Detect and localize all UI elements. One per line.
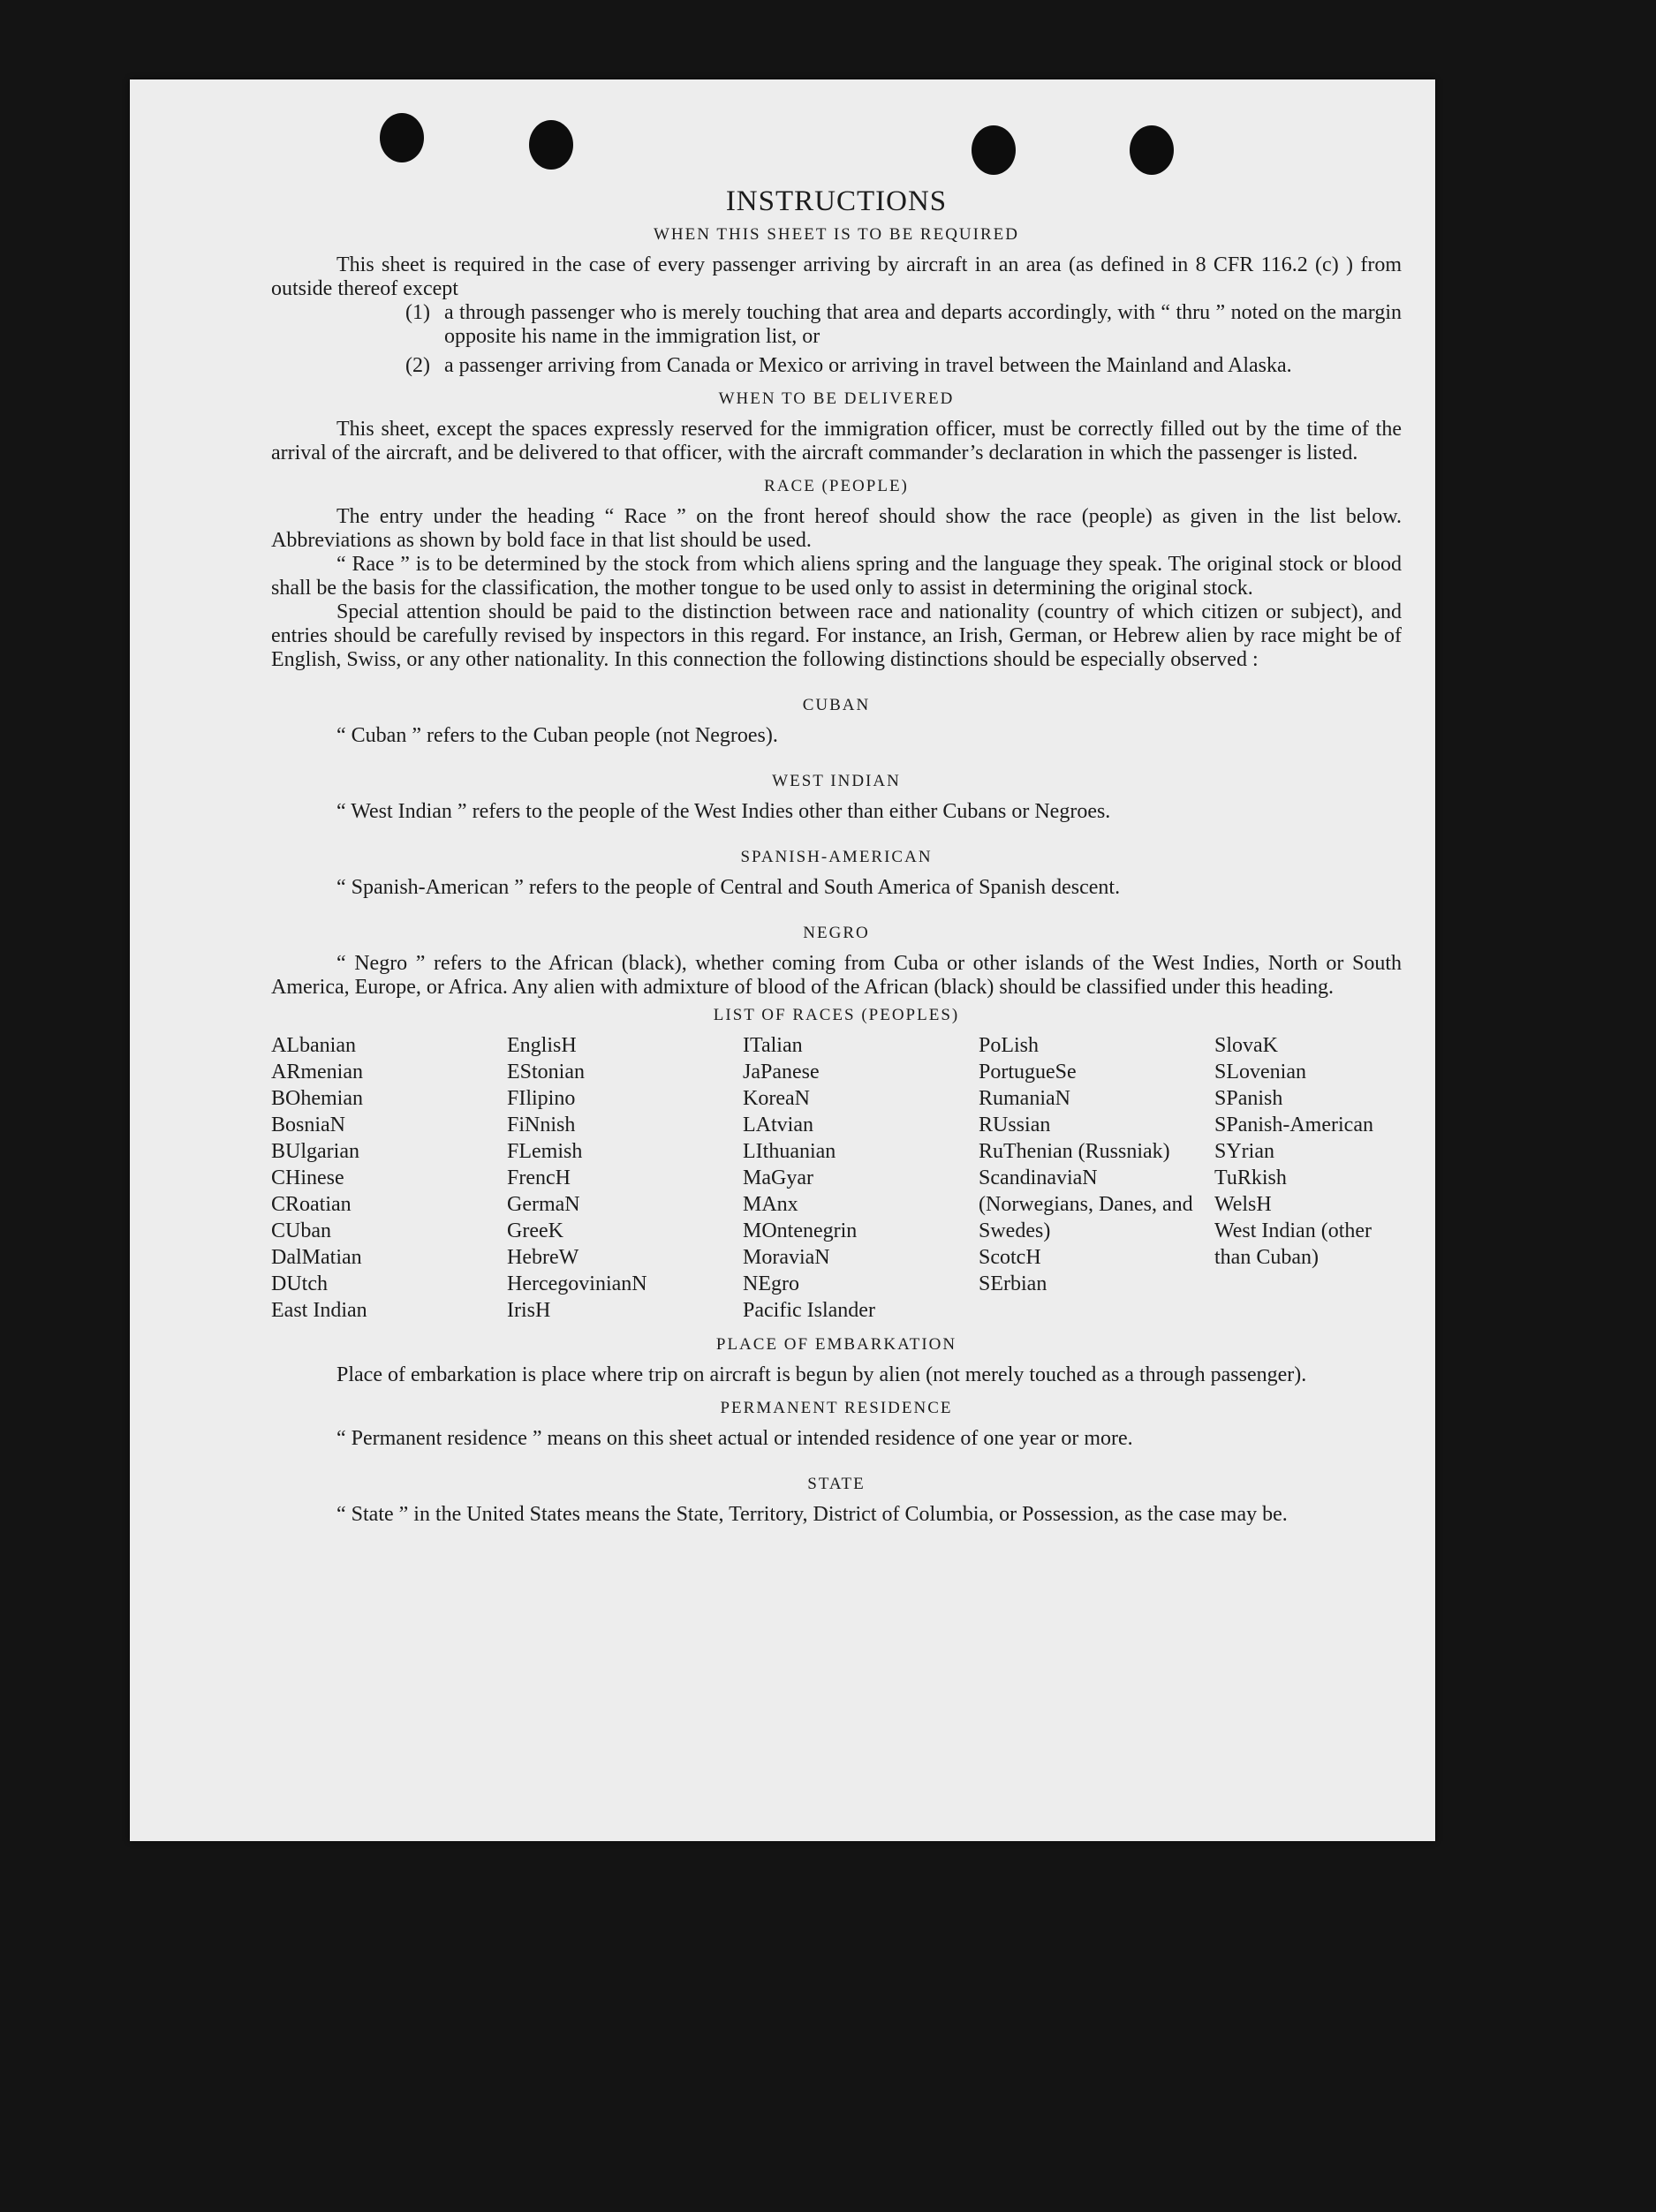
heading-negro: NEGRO bbox=[803, 924, 870, 942]
race-entry: LAtvian bbox=[743, 1114, 813, 1136]
punch-hole-4 bbox=[1130, 125, 1174, 175]
heading-permanent-residence: PERMANENT RESIDENCE bbox=[720, 1399, 953, 1417]
race-entry: WelsH bbox=[1214, 1193, 1272, 1216]
page-title: INSTRUCTIONS bbox=[725, 185, 948, 217]
item-text: a through passenger who is merely touching that area and departs accordingly, with “ thru ” noted on the margin opposite his name in the immigration list, or bbox=[444, 301, 1402, 348]
punch-hole-1 bbox=[380, 113, 424, 162]
race-entry: LIthuanian bbox=[743, 1140, 836, 1163]
race-entry: RuThenian (Russniak) bbox=[979, 1140, 1170, 1163]
embarkation-text: Place of embarkation is place where trip on aircraft is begun by alien (not merely touched as a through passenger). bbox=[336, 1363, 1307, 1386]
race-entry: West Indian (other than Cuban) bbox=[1214, 1219, 1372, 1269]
race-entry: RumaniaN bbox=[979, 1087, 1070, 1110]
spanish-american-text: “ Spanish-American ” refers to the people of Central and South America of Spanish descent. bbox=[336, 876, 1121, 899]
race-entry: CHinese bbox=[271, 1166, 344, 1189]
race-entry: SPanish-American bbox=[1214, 1114, 1373, 1136]
race-entry: PoLish bbox=[979, 1034, 1040, 1057]
race-paragraph-3: Special attention should be paid to the distinction between race and nationality (country of which citizen or subject), and entries should be carefully revised by inspectors in this regard. For instance, an Irish, German, or Hebrew alien by race might be of English, Swiss, or any other nationality. In this connection the following distinctions should be especially observed : bbox=[271, 600, 1402, 671]
races-column-4 bbox=[979, 1032, 1214, 1324]
race-entry: Pacific Islander bbox=[743, 1299, 875, 1322]
race-entry: East Indian bbox=[271, 1299, 367, 1322]
race-paragraph-1: The entry under the heading “ Race ” on the front hereof should show the race (people) as given in the list below. Abbreviations as shown by bold face in that list should be used. bbox=[271, 505, 1402, 552]
race-entry: FLemish bbox=[507, 1140, 583, 1163]
race-entry: BosniaN bbox=[271, 1114, 345, 1136]
heading-when-required: WHEN THIS SHEET IS TO BE REQUIRED bbox=[654, 225, 1019, 244]
race-entry: TuRkish bbox=[1214, 1166, 1287, 1189]
race-entry: MOntenegrin bbox=[743, 1219, 858, 1242]
west-indian-text: “ West Indian ” refers to the people of the West Indies other than either Cubans or Negroes. bbox=[336, 800, 1111, 823]
race-entry: MoraviaN bbox=[743, 1246, 830, 1269]
race-entry: SLovenian bbox=[1214, 1061, 1306, 1083]
race-entry: FIlipino bbox=[507, 1087, 576, 1110]
race-entry: NEgro bbox=[743, 1272, 799, 1295]
race-entry: RUssian bbox=[979, 1114, 1051, 1136]
heading-spanish-american: SPANISH-AMERICAN bbox=[740, 848, 933, 866]
race-entry: ITalian bbox=[743, 1034, 803, 1057]
race-entry: EnglisH bbox=[507, 1034, 577, 1057]
heading-state: STATE bbox=[807, 1475, 866, 1493]
race-entry: JaPanese bbox=[743, 1061, 820, 1083]
race-entry: SErbian bbox=[979, 1272, 1047, 1295]
races-column-2 bbox=[507, 1032, 743, 1324]
race-entry: ARmenian bbox=[271, 1061, 363, 1083]
races-column-5 bbox=[1214, 1032, 1418, 1324]
race-entry: EStonian bbox=[507, 1061, 585, 1083]
race-entry: HebreW bbox=[507, 1246, 579, 1269]
race-entry: GreeK bbox=[507, 1219, 563, 1242]
item-text: a passenger arriving from Canada or Mexico or arriving in travel between the Mainland and Alaska. bbox=[444, 354, 1292, 377]
races-column-3 bbox=[743, 1032, 979, 1324]
permanent-residence-text: “ Permanent residence ” means on this sheet actual or intended residence of one year or more. bbox=[336, 1427, 1133, 1450]
punch-hole-2 bbox=[529, 120, 573, 170]
when-required-intro: This sheet is required in the case of every passenger arriving by aircraft in an area (as defined in 8 CFR 116.2 (c) ) from outside thereof except bbox=[271, 253, 1402, 300]
item-number: (1) bbox=[405, 301, 430, 324]
race-entry: DUtch bbox=[271, 1272, 328, 1295]
item-number: (2) bbox=[405, 354, 430, 377]
race-entry: IrisH bbox=[507, 1299, 551, 1322]
race-entry: PortugueSe bbox=[979, 1061, 1077, 1083]
race-paragraph-2: “ Race ” is to be determined by the stock from which aliens spring and the language they speak. The original stock or blood shall be the basis for the classification, the mother tongue to be used only to assist in determining the original stock. bbox=[271, 553, 1402, 600]
heading-list-of-races: LIST OF RACES (PEOPLES) bbox=[713, 1006, 960, 1024]
races-list bbox=[271, 1032, 1402, 1324]
punch-hole-3 bbox=[972, 125, 1016, 175]
list-item bbox=[405, 301, 1402, 349]
heading-embarkation: PLACE OF EMBARKATION bbox=[715, 1335, 957, 1354]
when-delivered-text: This sheet, except the spaces expressly reserved for the immigration officer, must be correctly filled out by the time of the arrival of the aircraft, and be delivered to that officer, with the aircraft commander’s declaration in which the passenger is listed. bbox=[271, 418, 1402, 464]
race-entry: DalMatian bbox=[271, 1246, 362, 1269]
race-entry: SlovaK bbox=[1214, 1034, 1278, 1057]
heading-west-indian: WEST INDIAN bbox=[772, 772, 901, 790]
heading-cuban: CUBAN bbox=[802, 696, 871, 714]
list-item bbox=[405, 354, 1402, 378]
race-entry: GermaN bbox=[507, 1193, 580, 1216]
race-entry: BOhemian bbox=[271, 1087, 363, 1110]
race-entry: CUban bbox=[271, 1219, 331, 1242]
race-entry: SPanish bbox=[1214, 1087, 1283, 1110]
race-entry: KoreaN bbox=[743, 1087, 810, 1110]
race-entry: ScotcH bbox=[979, 1246, 1041, 1269]
heading-race: RACE (PEOPLE) bbox=[764, 477, 909, 495]
race-entry: ScandinaviaN (Norwegians, Danes, and Swedes) bbox=[979, 1166, 1193, 1242]
race-entry: FrencH bbox=[507, 1166, 571, 1189]
race-entry: MAnx bbox=[743, 1193, 798, 1216]
negro-text: “ Negro ” refers to the African (black), whether coming from Cuba or other islands of the West Indies, North or South America, Europe, or Africa. Any alien with admixture of blood of the African (black) should be classified under this heading. bbox=[271, 952, 1402, 999]
heading-when-delivered: WHEN TO BE DELIVERED bbox=[718, 389, 955, 408]
race-entry: SYrian bbox=[1214, 1140, 1274, 1163]
race-entry: ALbanian bbox=[271, 1034, 356, 1057]
state-text: “ State ” in the United States means the State, Territory, District of Columbia, or Possession, as the case may be. bbox=[336, 1503, 1288, 1526]
document-sheet bbox=[130, 79, 1435, 1841]
cuban-text: “ Cuban ” refers to the Cuban people (not Negroes). bbox=[336, 724, 778, 747]
instructions-content bbox=[271, 185, 1402, 1527]
races-column-1 bbox=[271, 1032, 507, 1324]
race-entry: FiNnish bbox=[507, 1114, 576, 1136]
race-entry: HercegovinianN bbox=[507, 1272, 647, 1295]
race-entry: CRoatian bbox=[271, 1193, 352, 1216]
race-entry: MaGyar bbox=[743, 1166, 813, 1189]
race-entry: BUlgarian bbox=[271, 1140, 359, 1163]
